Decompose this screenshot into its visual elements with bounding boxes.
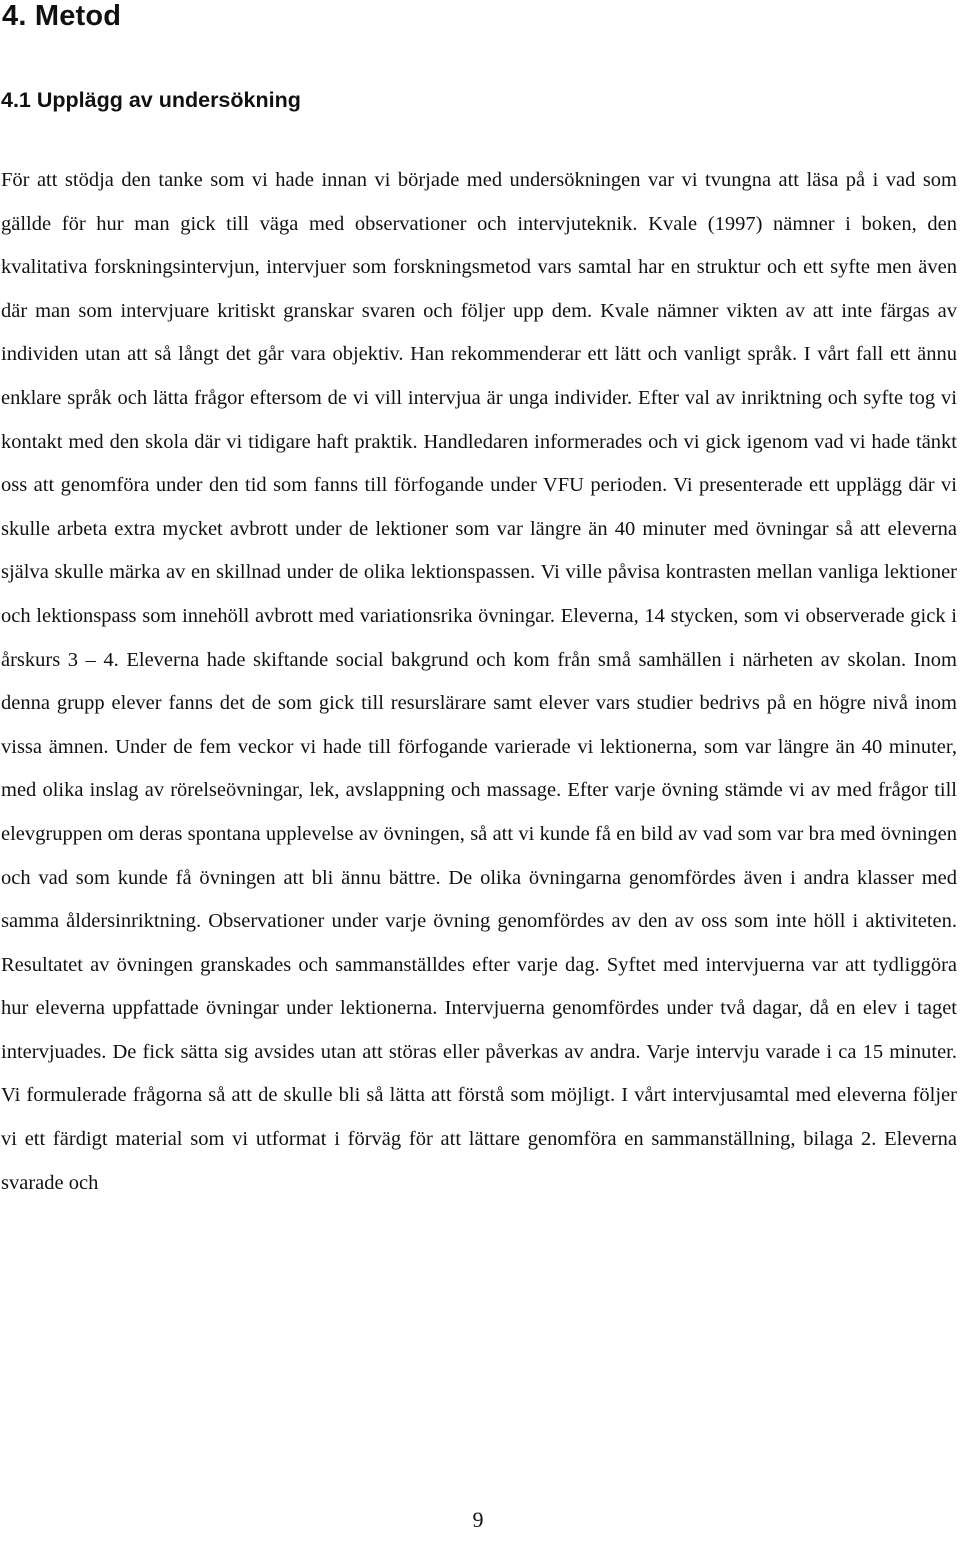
section-heading: 4.1 Upplägg av undersökning <box>1 88 301 112</box>
body-paragraph: För att stödja den tanke som vi hade innan vi började med undersökningen var vi tvungna att läsa på i vad som gällde för hur man gick till väga med observationer och intervjuteknik. Kvale (1997) nämner i boken, den kvalitativa forskningsintervjun, intervjuer som forskningsmetod vars samtal har en struktur och ett syfte men även där man som intervjuare kritiskt granskar svaren och följer upp dem. Kvale nämner vikten av att inte färgas av individen utan att så långt det går vara objektiv. Han rekommenderar ett lätt och vanligt språk. I vårt fall ett ännu enklare språk och lätta frågor eftersom de vi vill intervjua är unga individer. Efter val av inriktning och syfte tog vi kontakt med den skola där vi tidigare haft praktik. Handledaren informerades och vi gick igenom vad vi hade tänkt oss att genomföra under den tid som fanns till förfogande under VFU perioden. Vi presenterade ett upplägg där vi skulle arbeta extra mycket avbrott under de lektioner som var längre än 40 minuter med övningar så att eleverna själva skulle märka av en skillnad under de olika lektionspassen. Vi ville påvisa kontrasten mellan vanliga lektioner och lektionspass som innehöll avbrott med variationsrika övningar. Eleverna, 14 stycken, som vi observerade gick i årskurs 3 – 4. Eleverna hade skiftande social bakgrund och kom från små samhällen i närheten av skolan. Inom denna grupp elever fanns det de som gick till resurslärare samt elever vars studier bedrivs på en högre nivå inom vissa ämnen. Under de fem veckor vi hade till förfogande varierade vi lektionerna, som var längre än 40 minuter, med olika inslag av rörelseövningar, lek, avslappning och massage. Efter varje övning stämde vi av med frågor till elevgruppen om deras spontana upplevelse av övningen, så att vi kunde få en bild av vad som var bra med övningen och vad som kunde få övningen att bli ännu bättre. De olika övningarna genomfördes även i andra klasser med samma åldersinriktning. Observationer under varje övning genomfördes av den av oss som inte höll i aktiviteten. Resultatet av övningen granskades och sammanställdes efter varje dag. Syftet med intervjuerna var att tydliggöra hur eleverna uppfattade övningar under lektionerna. Intervjuerna genomfördes under två dagar, då en elev i taget intervjuades. De fick sätta sig avsides utan att störas eller påverkas av andra. Varje intervju varade i ca 15 minuter. Vi formulerade frågorna så att de skulle bli så lätta att förstå som möjligt. I vårt intervjusamtal med eleverna följer vi ett färdigt material som vi utformat i förväg för att lättare genomföra en sammanställning, bilaga 2. Eleverna svarade och <box>1 169 957 1194</box>
page-number: 9 <box>472 1507 484 1532</box>
chapter-heading: 4. Metod <box>2 0 122 32</box>
